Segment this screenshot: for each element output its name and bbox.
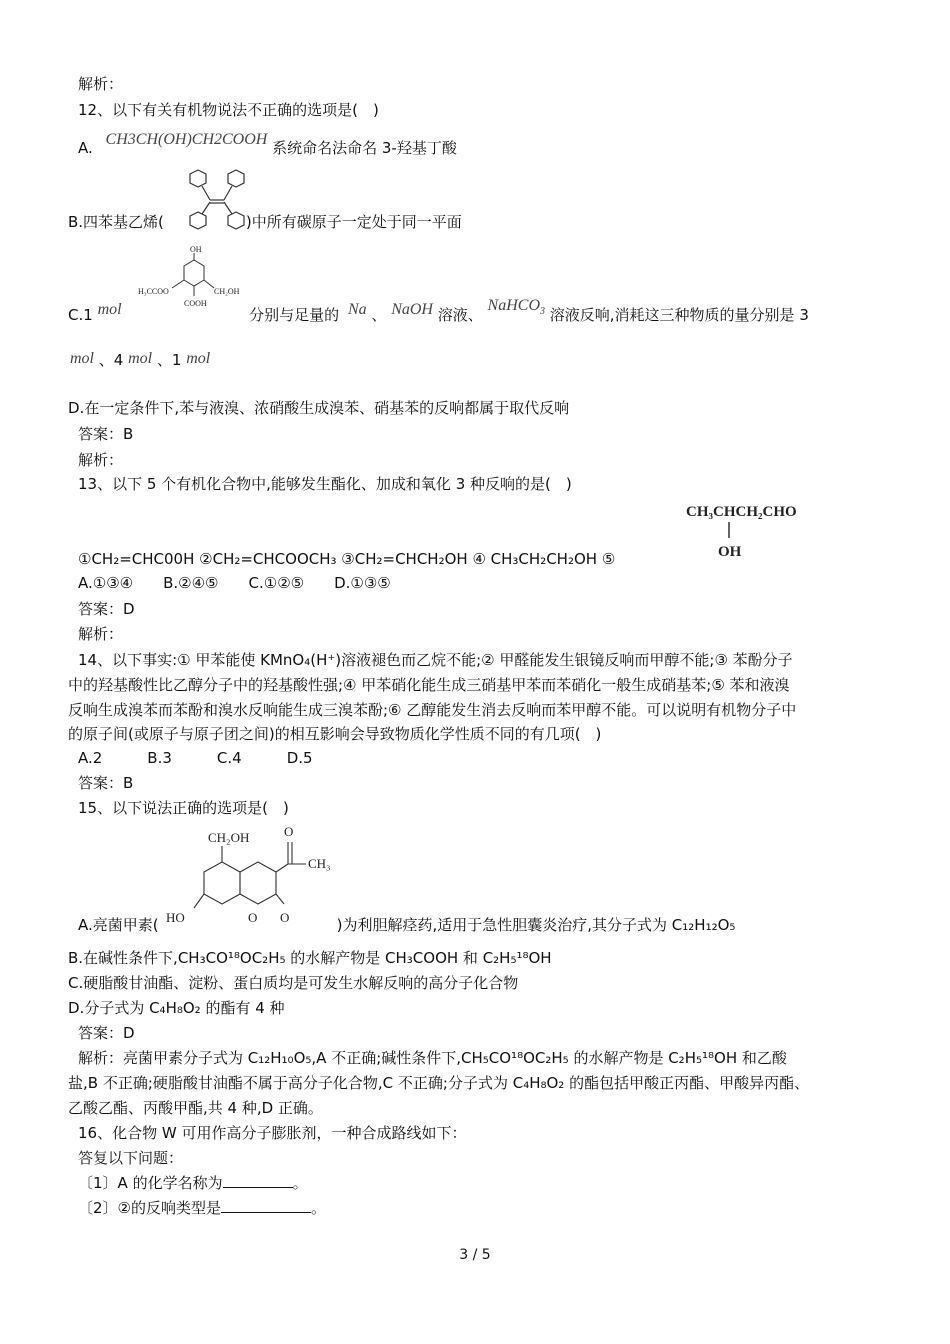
q13-stem: 13、以下 5 个有机化合物中,能够发生酯化、加成和氧化 3 种反响的是( )	[78, 475, 572, 493]
q12-c-naoh: NaOH	[391, 301, 433, 318]
q16-part1-prefix: 〔1〕A 的化学名称为	[78, 1174, 223, 1192]
q12-a-formula: CH3CH(OH)CH2COOH	[105, 131, 268, 148]
q13-options: A.①③④ B.②④⑤ C.①②⑤ D.①③⑤	[78, 574, 391, 592]
q15-answer: 答案：D	[78, 1024, 135, 1042]
q12-c-text2: 溶液、	[437, 306, 483, 324]
q15-option-d: D.分子式为 C₄H₈O₂ 的酯有 4 种	[68, 999, 285, 1017]
q15-analysis-line3: 乙酸乙酯、丙酸甲酯,共 4 种,D 正确。	[68, 1099, 323, 1117]
q15-struct-o-carbonyl: O	[280, 910, 290, 925]
q16-intro: 答复以下问题：	[78, 1149, 184, 1167]
q15-analysis-line1: 解析：亮菌甲素分子式为 C₁₂H₁₀O₅,A 不正确;碱性条件下,CH₅CO¹⁸OC₂H₅ 的水解产物是 C₂H₅¹⁸OH 和乙酸	[78, 1049, 787, 1067]
analysis-label: 解析：	[78, 75, 124, 93]
q16-stem: 16、化合物 W 可用作高分子膨胀剂，一种合成路线如下：	[78, 1124, 467, 1142]
q12-c-line2-a: 、4	[98, 351, 124, 369]
q12-c-text3: 溶液反响,消耗这三种物质的量分别是 3	[549, 306, 809, 324]
q12-c-mol3: mol	[128, 350, 153, 367]
q12-c-mol2: mol	[70, 350, 94, 367]
q15-struct-ho: HO	[166, 910, 185, 925]
q12-c-prefix: C.1	[68, 306, 93, 324]
q15-analysis-line2: 盐,B 不正确;硬脂酸甘油酯不属于高分子化合物,C 不正确;分子式为 C₄H₈O₂ 的酯包括甲酸正丙酯、甲酸异丙酯、	[68, 1074, 810, 1092]
c-struct-oh: OH	[190, 245, 202, 254]
q13-compounds: ①CH₂=CHC00H ②CH₂=CHCOOCH₃ ③CH₂=CHCH₂OH ④ CH₃CH₂CH₂OH ⑤	[78, 550, 616, 568]
q15-option-a	[78, 915, 735, 935]
q15-a-text: )为利胆解痉药,适用于急性胆囊炎治疗,其分子式为 C₁₂H₁₂O₅	[336, 916, 736, 934]
c-struct-cooh: COOH	[184, 299, 207, 308]
q12-b-prefix: B.四苯基乙烯(	[68, 213, 164, 231]
c-struct-right: CH₂OH	[214, 287, 240, 296]
q12-option-c-line2	[70, 350, 210, 371]
q12-a-text: 系统命名法命名 3-羟基丁酸	[272, 139, 457, 157]
q13-struct-bottom: OH	[718, 544, 742, 560]
q12-c-sep1: 、	[371, 306, 387, 324]
q12-b-text: )中所有碳原子一定处于同一平面	[245, 213, 462, 231]
q12-c-mol4: mol	[186, 350, 211, 367]
q15-stem: 15、以下说法正确的选项是( )	[78, 799, 289, 817]
q12-c-text1: 分别与足量的	[249, 306, 340, 324]
q16-part1-blank[interactable]	[223, 1173, 293, 1188]
q12-a-prefix: A.	[78, 139, 93, 157]
q13-analysis: 解析：	[78, 625, 124, 643]
q12-c-line2-b: 、1	[156, 351, 182, 369]
q14-line3: 反响生成溴苯而苯酚和溴水反响能生成三溴苯酚;⑥ 乙醇能发生消去反响而苯甲醇不能。可以说明有机物分子中	[68, 701, 797, 719]
q15-struct-ch2oh: CH₂OH	[208, 830, 250, 845]
q12-stem: 12、以下有关有机物说法不正确的选项是( )	[78, 101, 379, 119]
q14-line1: 14、以下事实:① 甲苯能使 KMnO₄(H⁺)溶液褪色而乙烷不能;② 甲醛能发生银镜反响而甲醇不能;③ 苯酚分子	[78, 651, 793, 669]
q12-c-mol: mol	[97, 301, 122, 318]
q15-struct-ch3: CH₃	[308, 856, 331, 871]
q16-part2-prefix: 〔2〕②的反响类型是	[78, 1199, 221, 1217]
q15-struct-o-top: O	[284, 824, 294, 839]
q12-option-a	[78, 131, 457, 159]
q15-option-c: C.硬脂酸甘油酯、淀粉、蛋白质均是可发生水解反响的高分子化合物	[68, 974, 519, 992]
q16-part2-suffix: 。	[311, 1199, 327, 1217]
q14-line4: 的原子间(或原子与原子团之间)的相互影响会导致物质化学性质不同的有几项( )	[68, 725, 602, 743]
q12-c-nahco3: NaHCO$_3$	[487, 297, 545, 318]
q12-analysis: 解析：	[78, 451, 124, 469]
q16-part1-suffix: 。	[292, 1174, 308, 1192]
page-number: 3 / 5	[459, 1247, 491, 1263]
q14-line2: 中的羟基酸性比乙醇分子中的羟基酸性强;④ 甲苯硝化能生成三硝基甲苯而苯硝化一般生成硝基苯;⑤ 苯和液溴	[68, 676, 790, 694]
q14-answer: 答案：B	[78, 774, 134, 792]
q12-option-d: D.在一定条件下,苯与液溴、浓硝酸生成溴苯、硝基苯的反响都属于取代反响	[68, 399, 570, 417]
q16-part1	[78, 1173, 308, 1193]
q12-c-na: Na	[347, 301, 367, 318]
q14-options: A.2 B.3 C.4 D.5	[78, 749, 313, 767]
q15-a-prefix: A.亮菌甲素(	[78, 916, 159, 934]
q13-answer: 答案：D	[78, 600, 135, 618]
q16-part2	[78, 1198, 326, 1218]
q12-option-b	[68, 212, 462, 232]
q15-option-b: B.在碱性条件下,CH₃CO¹⁸OC₂H₅ 的水解产物是 CH₃COOH 和 C₂H₅¹⁸OH	[68, 949, 552, 967]
q16-part2-blank[interactable]	[221, 1198, 311, 1213]
q13-compound5-structure	[684, 496, 814, 568]
c-struct-left: H₃CCOO	[138, 287, 169, 296]
q13-struct-top: CH₃CHCH₂CHO	[686, 504, 797, 520]
q15-struct-o-ring: O	[248, 910, 258, 925]
q12-answer: 答案：B	[78, 425, 134, 443]
